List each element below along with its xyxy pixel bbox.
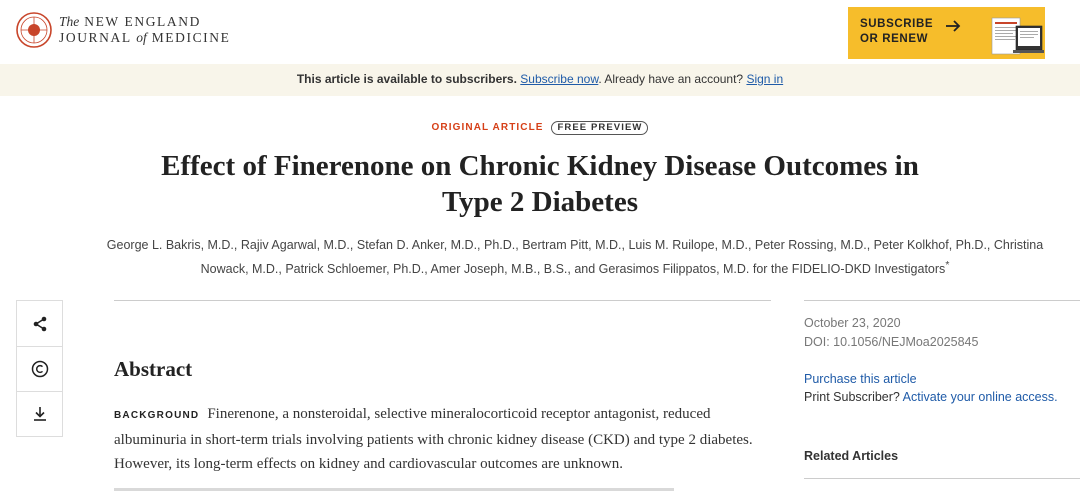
activate-access-link[interactable]: Activate your online access. xyxy=(902,390,1058,404)
subscriber-notice-bar xyxy=(0,64,1080,96)
journal-name[interactable] xyxy=(59,14,230,46)
logo-line1: NEW ENGLAND xyxy=(84,14,201,29)
subscribe-line2: OR RENEW xyxy=(860,33,929,45)
share-button[interactable] xyxy=(17,301,62,346)
related-divider xyxy=(804,478,1080,479)
arrow-right-icon xyxy=(945,19,961,33)
free-preview-badge: FREE PREVIEW xyxy=(551,121,648,135)
logo-the: The xyxy=(59,14,80,29)
article-doi: DOI: 10.1056/NEJMoa2025845 xyxy=(804,335,979,349)
authors-footnote-mark[interactable]: * xyxy=(945,259,950,271)
subscribe-now-link[interactable]: Subscribe now xyxy=(520,72,599,86)
author-list xyxy=(100,236,1050,279)
site-header xyxy=(0,0,1080,64)
logo-medicine: MEDICINE xyxy=(151,30,231,45)
account-prompt: . Already have an account? xyxy=(598,72,744,86)
subscriber-notice: This article is available to subscribers. xyxy=(296,72,517,86)
related-articles-heading[interactable]: Related Articles xyxy=(804,449,899,463)
truncated-abstract-text xyxy=(114,482,754,494)
download-icon xyxy=(32,406,48,422)
content-divider xyxy=(114,300,771,301)
logo-of: of xyxy=(136,30,147,45)
subscribe-renew-button[interactable] xyxy=(848,7,1045,59)
abstract-heading: Abstract xyxy=(114,357,193,381)
authors-text: George L. Bakris, M.D., Rajiv Agarwal, M.D., Stefan D. Anker, M.D., Ph.D., Bertram Pitt, M.D., Luis M. Ruilope, M.D., Peter Rossing, M.D., Peter Kolkhof, Ph.D., Christina Nowack, M.D., Patrick Schloemer, Ph.D., Amer Joseph, M.B., B.S., and Gerasimos Filippatos, M.D. for the FIDELIO-DKD Investigators xyxy=(106,238,1044,276)
sidebar-divider xyxy=(804,300,1080,301)
article-type: ORIGINAL ARTICLE xyxy=(431,122,544,133)
share-icon xyxy=(32,316,48,332)
permissions-button[interactable] xyxy=(17,346,62,391)
journal-devices-image xyxy=(986,14,1044,56)
article-tools xyxy=(16,300,63,437)
abstract-background xyxy=(114,402,754,476)
subscribe-label xyxy=(860,17,934,47)
background-text: Finerenone, a nonsteroidal, selective mineralocorticoid receptor antagonist, reduced albuminuria in short-term trials involving patients with chronic kidney disease (CKD) and type 2 diabetes. However, its long-term effects on kidney and cardiovascular outcomes are unknown. xyxy=(114,406,753,472)
download-button[interactable] xyxy=(17,391,62,436)
article-kicker xyxy=(0,121,1080,135)
nejm-seal-logo[interactable] xyxy=(16,12,52,48)
publication-date: October 23, 2020 xyxy=(804,316,901,330)
subscribe-line1: SUBSCRIBE xyxy=(860,18,934,30)
article-title: Effect of Finerenone on Chronic Kidney Disease Outcomes in Type 2 Diabetes xyxy=(161,150,919,218)
print-subscriber-text: Print Subscriber? xyxy=(804,390,900,404)
copyright-icon xyxy=(31,360,49,378)
print-subscriber-prompt xyxy=(804,389,1058,406)
purchase-article-link[interactable]: Purchase this article xyxy=(804,372,917,386)
logo-journal: JOURNAL xyxy=(59,30,132,45)
sign-in-link[interactable]: Sign in xyxy=(746,72,784,86)
background-label: BACKGROUND xyxy=(114,410,200,421)
